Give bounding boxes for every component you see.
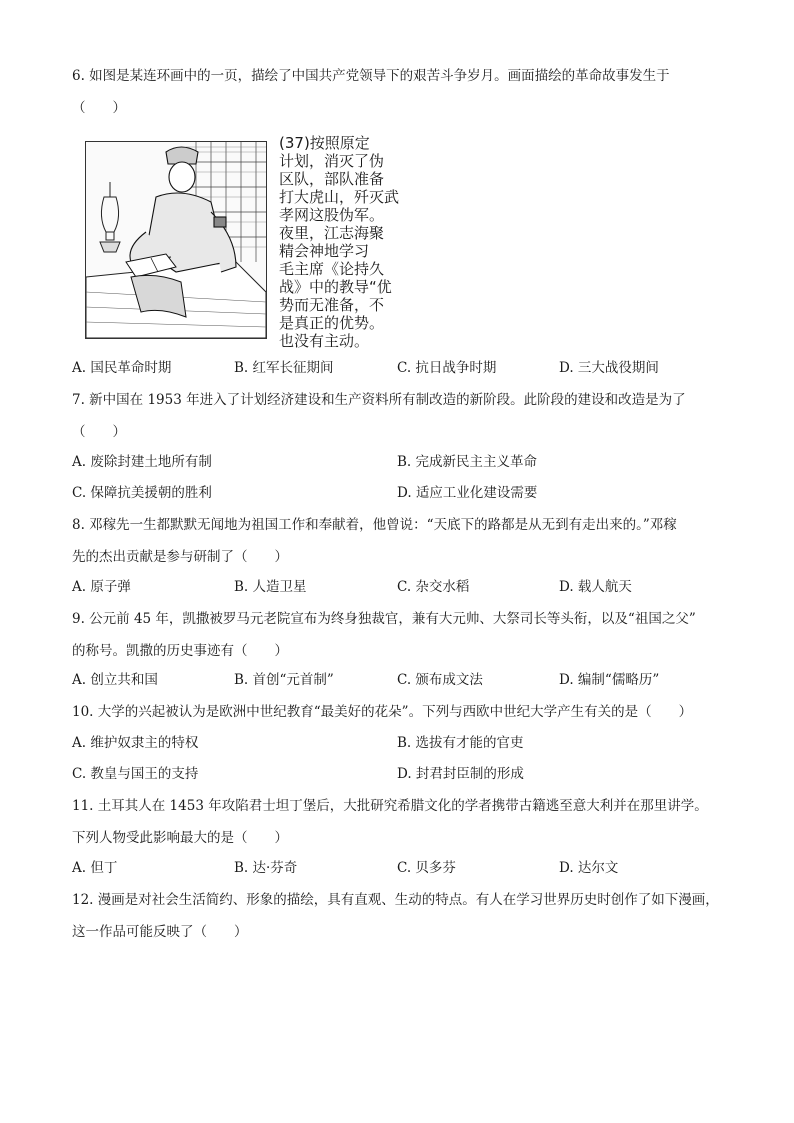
option-a[interactable]: A. 创立共和国 — [72, 672, 158, 688]
question-8 — [72, 509, 732, 573]
question-12-line-2: 这一作品可能反映了（ ） — [72, 924, 248, 940]
option-d[interactable]: D. 三大战役期间 — [559, 360, 659, 376]
caption-line: 战》中的教导“优 — [279, 278, 392, 296]
question-7 — [72, 384, 732, 448]
question-6-line-1: 6. 如图是某连环画中的一页，描绘了中国共产党领导下的艰苦斗争岁月。画面描绘的革命故事发生于 — [72, 68, 670, 84]
question-7-options-row-2 — [72, 481, 732, 505]
option-c[interactable]: C. 抗日战争时期 — [397, 360, 497, 376]
question-6-line-2: （ ） — [72, 100, 126, 116]
comic-illustration — [85, 141, 267, 339]
comic-drawing — [86, 142, 266, 338]
caption-line: (37)按照原定 — [279, 134, 370, 152]
option-d[interactable]: D. 适应工业化建设需要 — [397, 485, 538, 501]
option-c[interactable]: C. 保障抗美援朝的胜利 — [72, 485, 212, 501]
question-9-options — [72, 668, 732, 692]
caption-line: 孝网这股伪军。 — [279, 206, 385, 224]
question-7-options-row-1 — [72, 450, 732, 474]
caption-line: 打大虎山，歼灭武 — [279, 188, 400, 206]
question-10-options-row-1 — [72, 731, 732, 755]
caption-line: 区队，部队准备 — [279, 170, 385, 188]
question-9-line-1: 9. 公元前 45 年，凯撒被罗马元老院宣布为终身独裁官，兼有大元帅、大祭司长等头衔，以及“祖国之父” — [72, 611, 696, 627]
caption-line: 计划，消灭了伪 — [279, 152, 385, 170]
question-9 — [72, 603, 732, 667]
option-b[interactable]: B. 达·芬奇 — [234, 860, 298, 876]
option-d[interactable]: D. 编制“儒略历” — [559, 672, 660, 688]
question-8-line-2: 先的杰出贡献是参与研制了（ ） — [72, 549, 288, 565]
question-9-line-2: 的称号。凯撒的历史事迹有（ ） — [72, 643, 288, 659]
option-b[interactable]: B. 人造卫星 — [234, 579, 307, 595]
option-a[interactable]: A. 维护奴隶主的特权 — [72, 735, 199, 751]
question-11-line-1: 11. 土耳其人在 1453 年攻陷君士坦丁堡后，大批研究希腊文化的学者携带古籍逃至意大利并在那里讲学。 — [72, 798, 708, 814]
question-11-options — [72, 856, 732, 880]
question-10-line-1: 10. 大学的兴起被认为是欧洲中世纪教育“最美好的花朵”。下列与西欧中世纪大学产生有关的是（ ） — [72, 704, 693, 720]
caption-line: 毛主席《论持久 — [279, 260, 385, 278]
question-10-options-row-2 — [72, 762, 732, 786]
comic-caption — [279, 134, 429, 350]
question-7-line-1: 7. 新中国在 1953 年进入了计划经济建设和生产资料所有制改造的新阶段。此阶段的建设和改造是为了 — [72, 392, 686, 408]
option-c[interactable]: C. 颁布成文法 — [397, 672, 483, 688]
question-8-line-1: 8. 邓稼先一生都默默无闻地为祖国工作和奉献着，他曾说：“天底下的路都是从无到有走出来的。”邓稼 — [72, 517, 677, 533]
question-11 — [72, 790, 732, 854]
question-8-options — [72, 575, 732, 599]
option-a[interactable]: A. 废除封建土地所有制 — [72, 454, 212, 470]
caption-line: 是真正的优势。 — [279, 314, 385, 332]
option-a[interactable]: A. 但丁 — [72, 860, 118, 876]
option-c[interactable]: C. 贝多芬 — [397, 860, 456, 876]
option-a[interactable]: A. 原子弹 — [72, 579, 131, 595]
option-c[interactable]: C. 教皇与国王的支持 — [72, 766, 199, 782]
question-12-line-1: 12. 漫画是对社会生活简约、形象的描绘，具有直观、生动的特点。有人在学习世界历史时创作了如下漫画， — [72, 892, 719, 908]
option-a[interactable]: A. 国民革命时期 — [72, 360, 172, 376]
question-6 — [72, 60, 732, 124]
question-11-line-2: 下列人物受此影响最大的是（ ） — [72, 830, 288, 846]
question-12 — [72, 884, 732, 948]
option-d[interactable]: D. 载人航天 — [559, 579, 632, 595]
option-b[interactable]: B. 红军长征期间 — [234, 360, 334, 376]
caption-line: 势而无准备，不 — [279, 296, 385, 314]
option-b[interactable]: B. 首创“元首制” — [234, 672, 334, 688]
caption-line: 精会神地学习 — [279, 242, 370, 260]
question-6-options — [72, 356, 732, 380]
option-b[interactable]: B. 完成新民主主义革命 — [397, 454, 538, 470]
option-c[interactable]: C. 杂交水稻 — [397, 579, 470, 595]
question-10 — [72, 696, 732, 728]
caption-line: 夜里，江志海聚 — [279, 224, 385, 242]
option-b[interactable]: B. 选拔有才能的官吏 — [397, 735, 524, 751]
caption-line: 也没有主动。 — [279, 332, 370, 350]
option-d[interactable]: D. 达尔文 — [559, 860, 619, 876]
question-7-line-2: （ ） — [72, 424, 126, 440]
option-d[interactable]: D. 封君封臣制的形成 — [397, 766, 524, 782]
